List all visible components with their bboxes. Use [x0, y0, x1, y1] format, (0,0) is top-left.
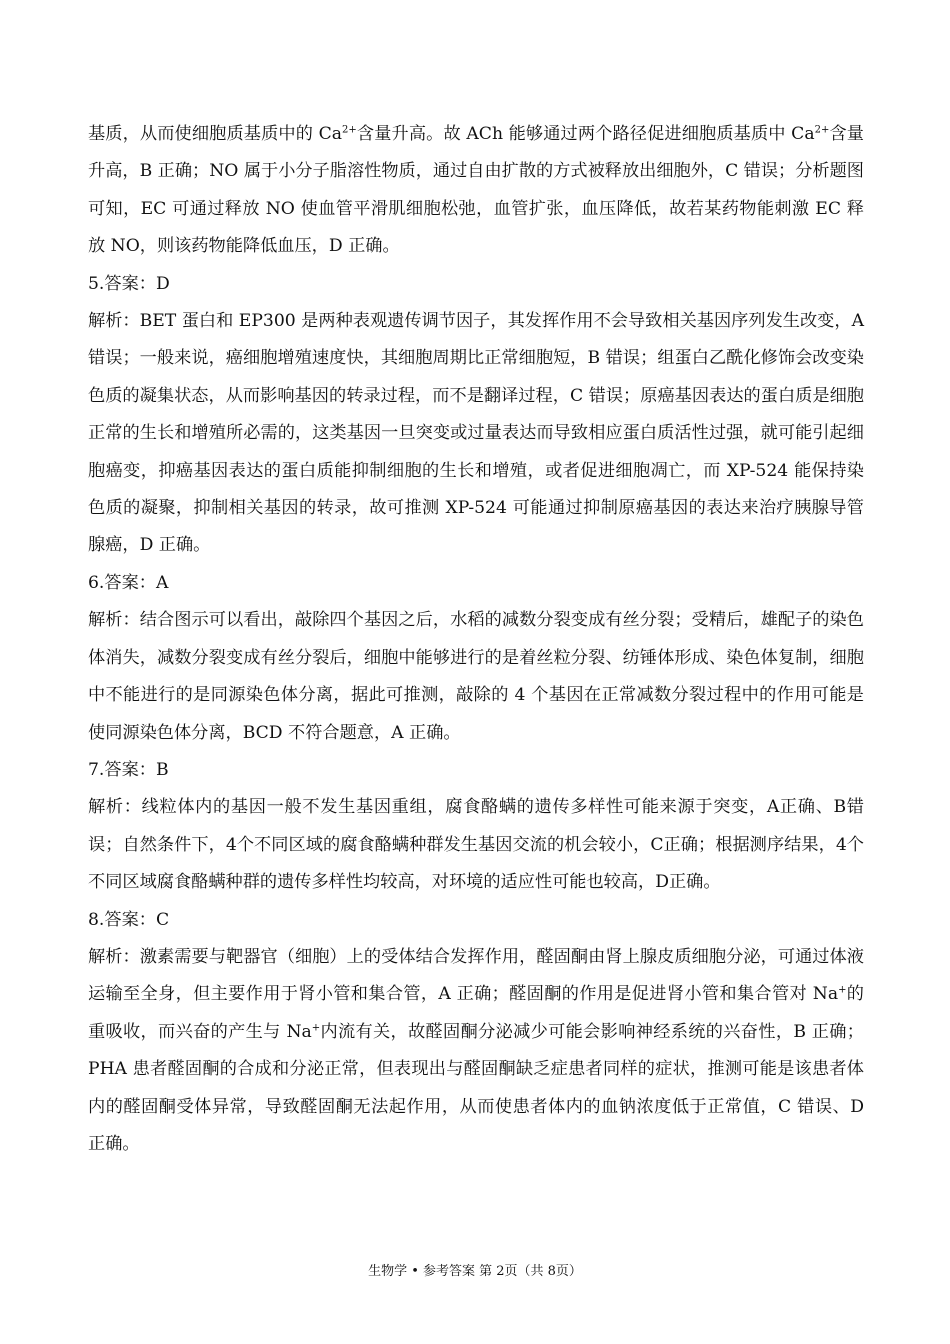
page-footer: 生物学 • 参考答案 第 2页（共 8页）: [368, 1264, 582, 1279]
q7-analysis: 解析：线粒体内的基因一般不发生基因重组，腐食酪螨的遗传多样性可能来源于突变，A正确、B错误；自然条件下，4个不同区域的腐食酪螨种群发生基因交流的机会较小，C正确；根据测序结果，4个不同区域腐食酪螨种群的遗传多样性均较高，对环境的适应性可能也较高，D正确。: [88, 797, 864, 893]
q5-answer: 5.答案：D: [88, 273, 170, 294]
q4-analysis-continuation: [88, 116, 864, 266]
q8-text-part-1: 解析：激素需要与靶器官（细胞）上的受体结合发挥作用，醛固酮由肾上腺皮质细胞分泌，可通过体液运输至全身，但主要作用于肾小管和集合管，A 正确；醛固酮的作用是促进肾小管和集合管对 Na: [88, 946, 864, 1005]
q8-analysis: [88, 939, 864, 1163]
q6-answer: 6.答案：A: [88, 572, 169, 593]
q5-analysis: 解析：BET 蛋白和 EP300 是两种表观遗传调节因子，其发挥作用不会导致相关基因序列发生改变，A 错误；一般来说，癌细胞增殖速度快，其细胞周期比正常细胞短，B 错误；组蛋白乙酰化修饰会改变染色质的凝集状态，从而影响基因的转录过程，而不是翻译过程，C 错误；原癌基因表达的蛋白质是细胞正常的生长和增殖所必需的，这类基因一旦突变或过量表达而导致相应蛋白质活性过强，就可能引起细胞癌变，抑癌基因表达的蛋白质能抑制细胞的生长和增殖，或者促进细胞凋亡，而 XP-524 能保持染色质的凝聚，抑制相关基因的转录，故可推测 XP-524 可能通过抑制原癌基因的表达来治疗胰腺导管腺癌，D 正确。: [88, 311, 864, 556]
q4-superscript-2: 2+: [814, 124, 830, 136]
q4-text-part-1: 基质，从而使细胞质基质中的 Ca: [88, 124, 343, 144]
q8-superscript-2: +: [311, 1022, 321, 1034]
q4-text-part-2: 含量升高。故 ACh 能够通过两个路径促进细胞质基质中 Ca: [356, 124, 815, 144]
q8-text-part-2: 的重吸收，而兴奋的产生与 Na: [88, 984, 864, 1042]
q8-text-part-3: 内流有关，故醛固酮分泌减少可能会影响神经系统的兴奋性，B 正确；PHA 患者醛固酮的合成和分泌正常，但表现出与醛固酮缺乏症患者同样的症状，推测可能是该患者体内的醛固酮受体异常，导致醛固酮无法起作用，从而使患者体内的血钠浓度低于正常值，C 错误、D 正确。: [88, 1021, 864, 1154]
q4-superscript-1: 2+: [342, 124, 357, 136]
q7-answer: 7.答案：B: [88, 759, 169, 780]
q6-analysis: 解析：结合图示可以看出，敲除四个基因之后，水稻的减数分裂变成有丝分裂；受精后，雄配子的染色体消失，减数分裂变成有丝分裂后，细胞中能够进行的是着丝粒分裂、纺锤体形成、染色体复制，细胞中不能进行的是同源染色体分离，据此可推测，敲除的 4 个基因在正常减数分裂过程中的作用可能是使同源染色体分离，BCD 不符合题意，A 正确。: [88, 610, 864, 743]
q8-answer: 8.答案：C: [88, 909, 170, 930]
page-content: [88, 116, 864, 1163]
q8-superscript-1: +: [838, 984, 847, 996]
q4-text-part-3: 含量升高，B 正确；NO 属于小分子脂溶性物质，通过自由扩散的方式被释放出细胞外，C 错误；分析题图可知，EC 可通过释放 NO 使血管平滑肌细胞松弛，血管扩张，血压降低，故若某药物能刺激 EC 释放 NO，则该药物能降低血压，D 正确。: [88, 124, 864, 257]
